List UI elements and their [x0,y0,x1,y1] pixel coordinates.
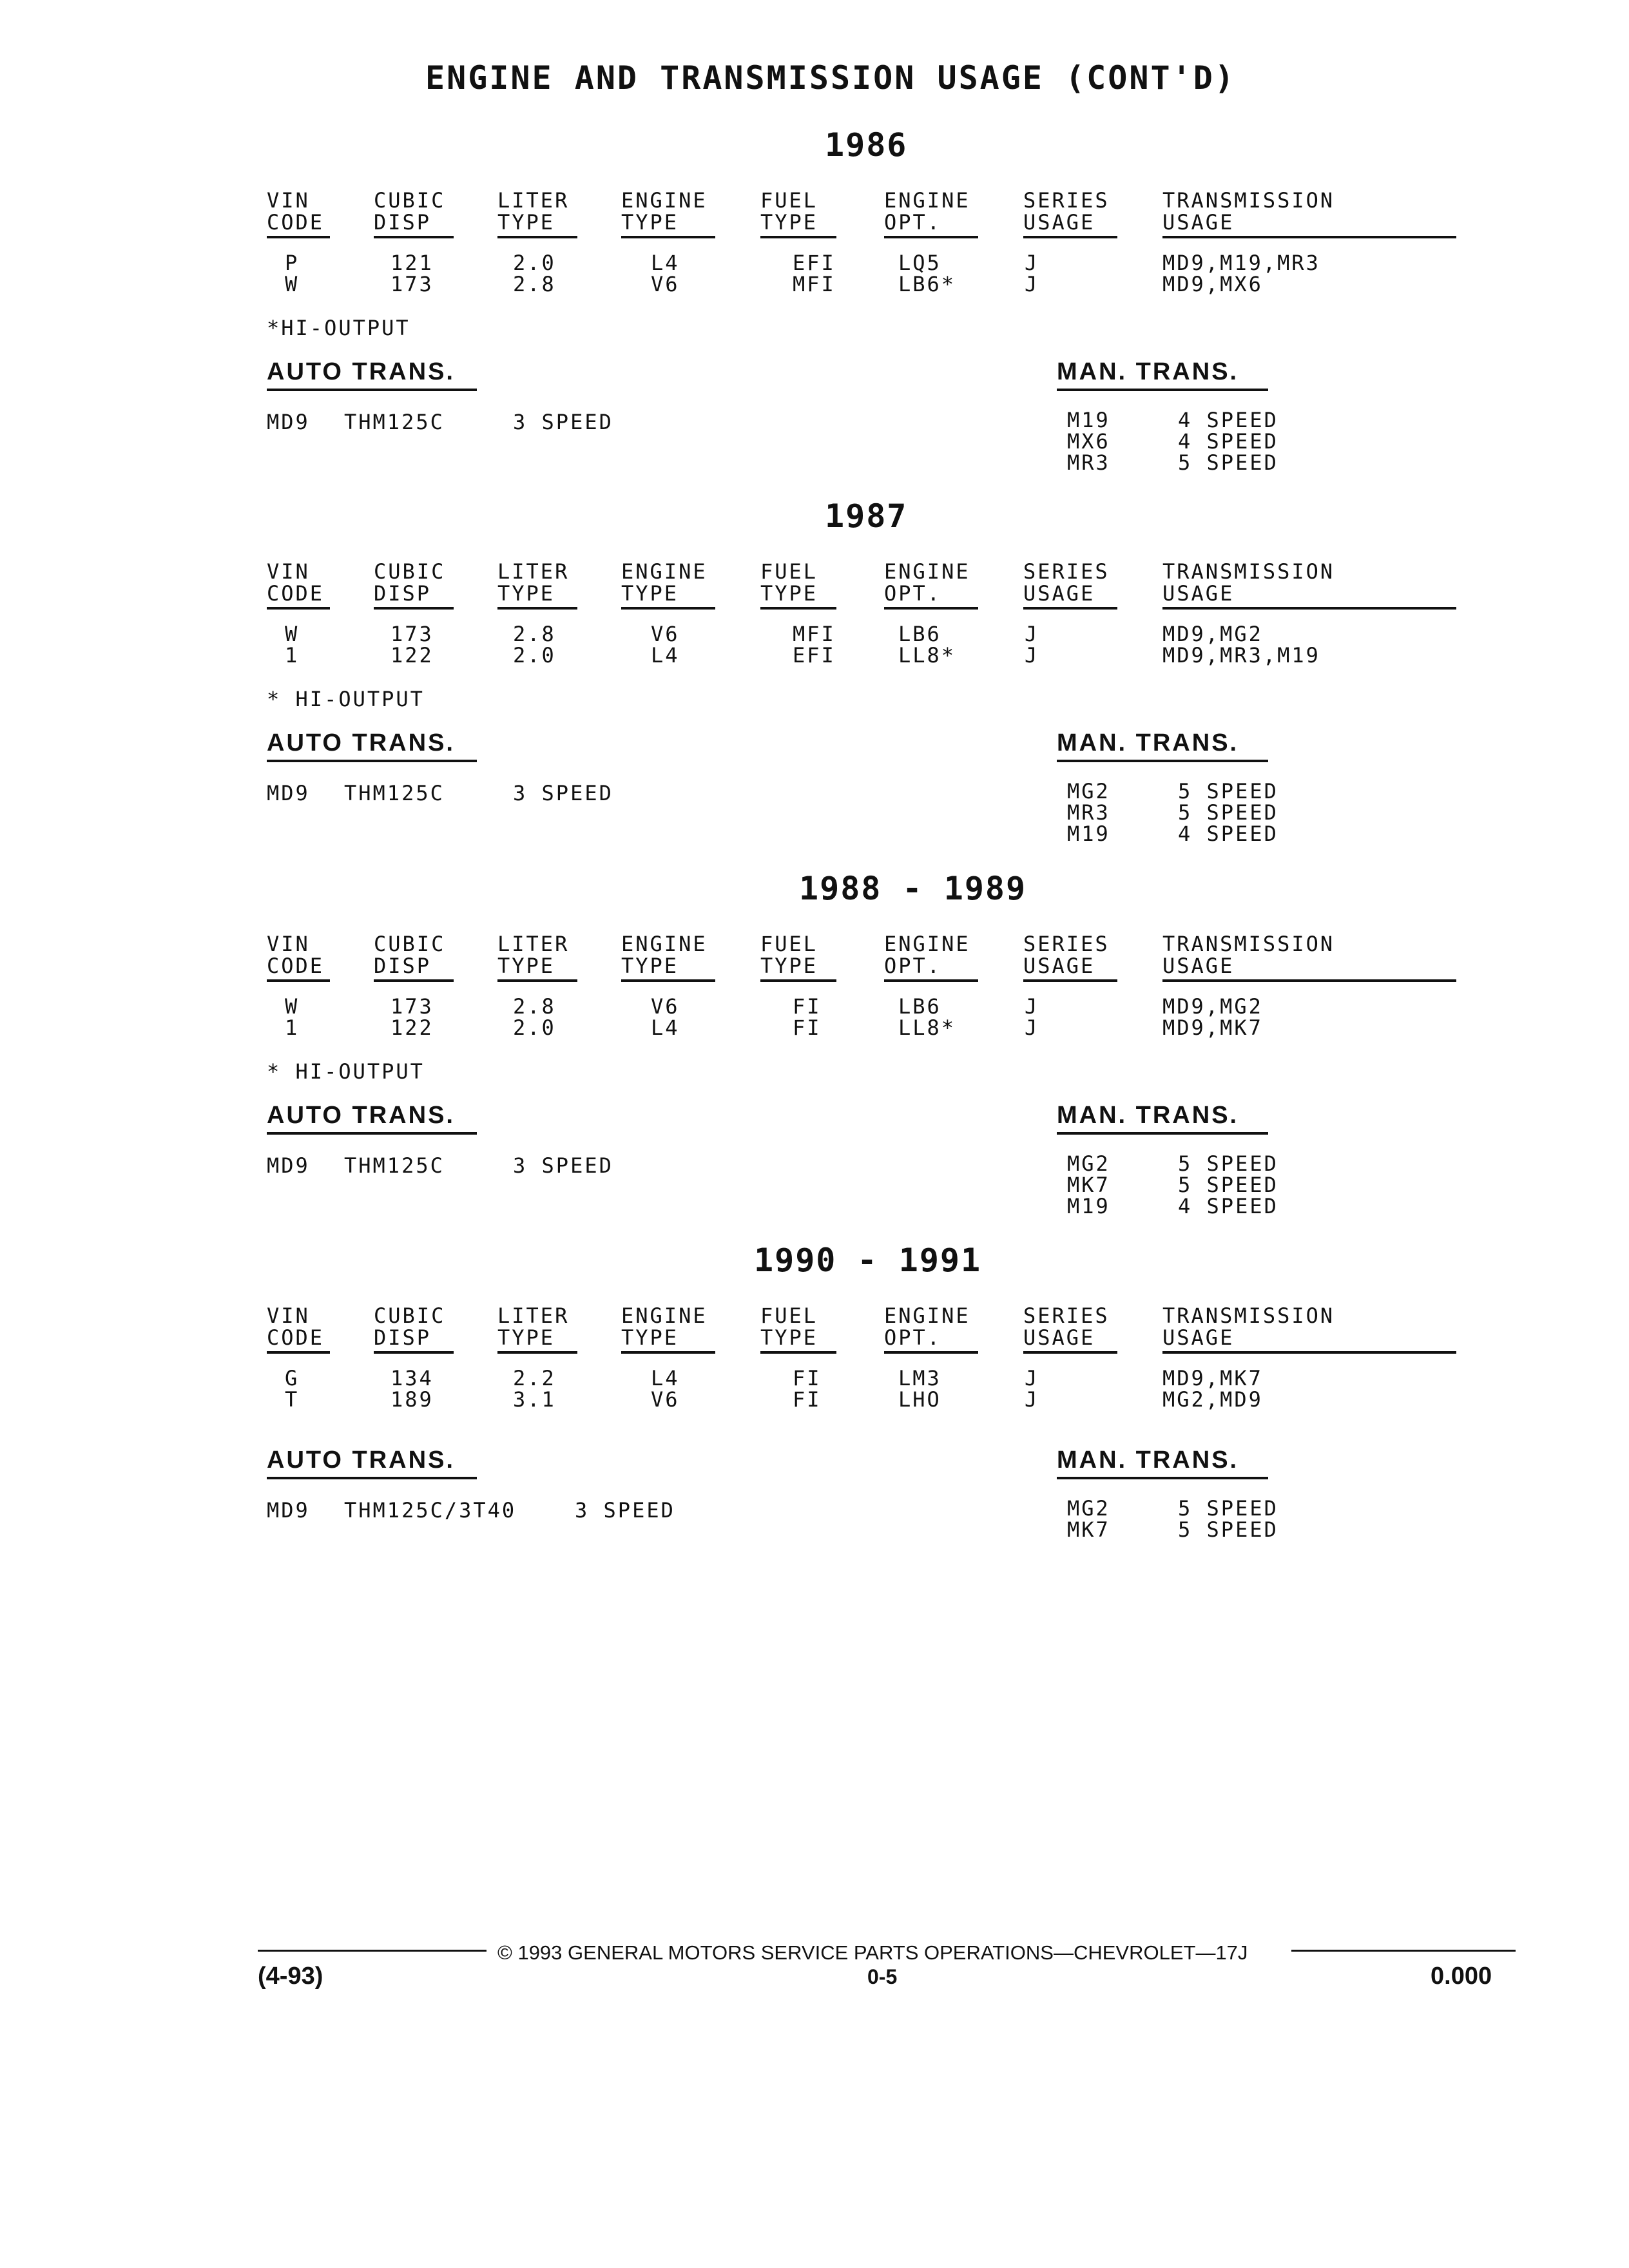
header-line: TYPE [497,1325,555,1350]
column-header-liter [497,933,581,982]
header-line: OPT. [884,954,942,978]
table-cell-engine-type: L4 [651,643,680,668]
table-cell-liter: 2.8 [513,272,556,296]
table-cell-liter: 2.0 [513,643,556,668]
table-cell-trans: MD9,MG2 [1162,994,1263,1019]
header-line: TYPE [497,210,555,235]
footer-page-number: 0-5 [867,1965,898,1988]
header-line: CUBIC [374,1303,446,1328]
man-trans-code: M19 [1067,822,1110,846]
header-line: CODE [267,954,325,978]
auto-trans-model: THM125C [344,781,445,805]
table-cell-vin: W [285,272,300,296]
auto-trans-model: THM125C/3T40 [344,1498,517,1523]
auto-trans-row [267,1153,782,1178]
column-header-cubic [374,561,458,610]
table-cell-cubic: 122 [390,1015,434,1040]
header-line: OPT. [884,1325,942,1350]
header-line: VIN [267,932,310,956]
header-line: FUEL [760,1303,818,1328]
column-header-vin [267,561,331,610]
column-header-liter [497,1305,581,1354]
header-line: VIN [267,188,310,213]
header-underline [374,1351,454,1354]
header-line: ENGINE [621,559,708,584]
man-trans-list [1067,1153,1325,1217]
column-header-trans [1162,189,1456,238]
table-cell-series: J [1025,1015,1039,1040]
header-line: USAGE [1162,954,1235,978]
header-underline [497,979,577,982]
footer-rule-left [258,1950,487,1952]
header-line: DISP [374,954,432,978]
header-underline [497,1351,577,1354]
header-line: CODE [267,1325,325,1350]
header-underline [621,979,715,982]
table-cell-liter: 2.0 [513,251,556,275]
table-cell-trans: MD9,M19,MR3 [1162,251,1320,275]
header-line: TYPE [621,210,679,235]
table-cell-trans: MD9,MR3,M19 [1162,643,1320,668]
header-line: USAGE [1162,210,1235,235]
header-underline [267,979,330,982]
header-line: TYPE [760,954,818,978]
table-cell-cubic: 122 [390,643,434,668]
table-cell-fuel: FI [793,1387,822,1412]
header-underline [497,236,577,238]
column-header-vin [267,1305,331,1354]
column-header-engine-opt [884,1305,981,1354]
table-cell-engine-type: L4 [651,251,680,275]
table-cell-series: J [1025,994,1039,1019]
header-line: FUEL [760,188,818,213]
man-trans-row [1067,1498,1325,1519]
auto-trans-row [267,781,782,803]
header-line: USAGE [1162,581,1235,606]
header-line: USAGE [1023,210,1095,235]
column-header-engine-opt [884,189,981,238]
auto-trans-row [267,1498,782,1523]
header-underline [1162,1351,1456,1354]
hi-output-note: * HI-OUTPUT [267,1059,425,1084]
header-line: ENGINE [621,932,708,956]
man-trans-row [1067,452,1325,474]
column-header-series [1023,933,1120,982]
header-line: SERIES [1023,1303,1110,1328]
hi-output-note: * HI-OUTPUT [267,687,425,711]
auto-trans-code: MD9 [267,1153,310,1178]
table-cell-engine-type: V6 [651,1387,680,1412]
auto-trans-underline [267,1132,477,1135]
table-cell-liter: 2.8 [513,994,556,1019]
man-trans-row [1067,410,1325,431]
table-cell-engine-type: L4 [651,1366,680,1390]
page-title: ENGINE AND TRANSMISSION USAGE (CONT'D) [425,59,1236,97]
header-line: LITER [497,1303,570,1328]
section-year: 1987 [825,497,908,535]
column-header-engine-opt [884,561,981,610]
man-trans-label: MAN. TRANS. [1057,1102,1239,1129]
column-header-vin [267,189,331,238]
table-cell-trans: MD9,MK7 [1162,1015,1263,1040]
table-cell-liter: 3.1 [513,1387,556,1412]
man-trans-code: MX6 [1067,429,1110,454]
man-trans-code: MR3 [1067,800,1110,825]
header-line: CUBIC [374,188,446,213]
man-trans-code: MR3 [1067,450,1110,475]
man-trans-code: M19 [1067,1194,1110,1218]
section-year: 1986 [825,126,908,164]
header-underline [760,979,836,982]
table-cell-fuel: FI [793,1366,822,1390]
header-underline [1023,979,1117,982]
auto-trans-underline [267,1477,477,1479]
header-line: VIN [267,559,310,584]
auto-trans-header [267,358,477,391]
man-trans-row [1067,1519,1325,1541]
table-cell-fuel: MFI [793,622,836,646]
header-line: ENGINE [884,188,970,213]
header-line: TYPE [621,954,679,978]
footer-date: (4-93) [258,1963,323,1990]
header-line: DISP [374,210,432,235]
table-cell-vin: W [285,994,300,1019]
man-trans-speed: 5 SPEED [1178,1496,1278,1521]
table-cell-trans: MD9,MK7 [1162,1366,1263,1390]
column-header-series [1023,561,1120,610]
man-trans-speed: 5 SPEED [1178,800,1278,825]
table-cell-cubic: 173 [390,272,434,296]
column-header-engine-type [621,561,718,610]
man-trans-label: MAN. TRANS. [1057,729,1239,756]
man-trans-code: MG2 [1067,1496,1110,1521]
auto-trans-label: AUTO TRANS. [267,729,455,756]
column-header-trans [1162,933,1456,982]
man-trans-underline [1057,1132,1268,1135]
column-header-fuel [760,1305,838,1354]
table-cell-trans: MD9,MX6 [1162,272,1263,296]
man-trans-row [1067,431,1325,452]
header-line: ENGINE [884,1303,970,1328]
man-trans-speed: 5 SPEED [1178,1151,1278,1176]
man-trans-row [1067,823,1325,845]
header-line: TRANSMISSION [1162,559,1335,584]
header-line: OPT. [884,210,942,235]
man-trans-code: MG2 [1067,1151,1110,1176]
header-line: DISP [374,581,432,606]
table-cell-vin: W [285,622,300,646]
column-header-series [1023,189,1120,238]
header-underline [760,236,836,238]
table-cell-liter: 2.8 [513,622,556,646]
column-header-trans [1162,561,1456,610]
header-line: VIN [267,1303,310,1328]
header-line: USAGE [1023,954,1095,978]
header-line: TYPE [621,581,679,606]
auto-trans-label: AUTO TRANS. [267,358,455,385]
header-line: LITER [497,559,570,584]
header-underline [1023,236,1117,238]
man-trans-code: MK7 [1067,1173,1110,1197]
column-header-liter [497,561,581,610]
column-header-cubic [374,933,458,982]
column-header-cubic [374,189,458,238]
footer-copyright: © 1993 GENERAL MOTORS SERVICE PARTS OPERATIONS—CHEVROLET—17J [497,1941,1248,1964]
header-line: FUEL [760,932,818,956]
header-underline [267,607,330,610]
header-line: TRANSMISSION [1162,932,1335,956]
auto-trans-underline [267,389,477,391]
man-trans-underline [1057,760,1268,762]
man-trans-row [1067,781,1325,802]
auto-trans-header [267,1446,477,1479]
table-cell-cubic: 173 [390,622,434,646]
table-cell-engine-opt: LB6 [898,994,941,1019]
table-cell-fuel: FI [793,1015,822,1040]
auto-trans-label: AUTO TRANS. [267,1102,455,1129]
auto-trans-code: MD9 [267,1498,310,1523]
header-line: TYPE [621,1325,679,1350]
header-underline [884,236,978,238]
man-trans-speed: 4 SPEED [1178,822,1278,846]
table-cell-trans: MG2,MD9 [1162,1387,1263,1412]
table-cell-engine-type: V6 [651,272,680,296]
header-underline [621,1351,715,1354]
footer-section-number: 0.000 [1431,1963,1492,1990]
table-cell-series: J [1025,622,1039,646]
header-line: CODE [267,210,325,235]
table-cell-engine-opt: LQ5 [898,251,941,275]
header-underline [884,1351,978,1354]
column-header-fuel [760,561,838,610]
man-trans-speed: 5 SPEED [1178,450,1278,475]
header-line: TRANSMISSION [1162,188,1335,213]
header-underline [621,236,715,238]
header-line: CUBIC [374,932,446,956]
table-cell-engine-opt: LHO [898,1387,941,1412]
man-trans-header [1057,1446,1268,1479]
header-underline [267,1351,330,1354]
header-line: ENGINE [884,559,970,584]
table-cell-engine-opt: LL8* [898,643,956,668]
table-cell-vin: T [285,1387,300,1412]
man-trans-header [1057,1102,1268,1135]
column-header-fuel [760,933,838,982]
man-trans-label: MAN. TRANS. [1057,358,1239,385]
header-line: FUEL [760,559,818,584]
header-underline [1023,607,1117,610]
man-trans-code: MK7 [1067,1517,1110,1542]
header-line: TYPE [760,1325,818,1350]
man-trans-speed: 4 SPEED [1178,408,1278,432]
table-cell-engine-opt: LL8* [898,1015,956,1040]
table-cell-engine-opt: LM3 [898,1366,941,1390]
header-line: DISP [374,1325,432,1350]
table-cell-series: J [1025,1366,1039,1390]
man-trans-underline [1057,1477,1268,1479]
man-trans-underline [1057,389,1268,391]
header-line: USAGE [1023,1325,1095,1350]
man-trans-speed: 5 SPEED [1178,1173,1278,1197]
table-cell-vin: G [285,1366,300,1390]
hi-output-note: *HI-OUTPUT [267,316,410,340]
header-line: USAGE [1023,581,1095,606]
man-trans-list [1067,410,1325,474]
man-trans-speed: 5 SPEED [1178,779,1278,803]
auto-trans-header [267,1102,477,1135]
table-cell-vin: 1 [285,1015,300,1040]
column-header-liter [497,189,581,238]
man-trans-code: M19 [1067,408,1110,432]
auto-trans-speed: 3 SPEED [575,1498,675,1523]
table-cell-engine-type: L4 [651,1015,680,1040]
table-cell-fuel: EFI [793,251,836,275]
table-cell-vin: P [285,251,300,275]
column-header-engine-opt [884,933,981,982]
header-underline [1023,1351,1117,1354]
auto-trans-speed: 3 SPEED [513,1153,613,1178]
header-line: ENGINE [621,188,708,213]
man-trans-header [1057,729,1268,762]
table-cell-engine-opt: LB6* [898,272,956,296]
table-cell-engine-type: V6 [651,622,680,646]
header-underline [1162,607,1456,610]
table-cell-fuel: EFI [793,643,836,668]
header-underline [884,607,978,610]
header-line: OPT. [884,581,942,606]
header-underline [374,979,454,982]
table-cell-fuel: FI [793,994,822,1019]
auto-trans-code: MD9 [267,781,310,805]
man-trans-row [1067,1175,1325,1196]
header-underline [760,607,836,610]
auto-trans-speed: 3 SPEED [513,410,613,434]
header-line: CUBIC [374,559,446,584]
table-cell-trans: MD9,MG2 [1162,622,1263,646]
header-line: TYPE [760,581,818,606]
table-cell-cubic: 173 [390,994,434,1019]
header-line: TYPE [497,954,555,978]
header-line: TRANSMISSION [1162,1303,1335,1328]
header-line: CODE [267,581,325,606]
header-underline [374,607,454,610]
column-header-engine-type [621,189,718,238]
man-trans-speed: 4 SPEED [1178,429,1278,454]
column-header-engine-type [621,933,718,982]
table-cell-cubic: 134 [390,1366,434,1390]
table-cell-series: J [1025,272,1039,296]
man-trans-row [1067,1153,1325,1175]
header-underline [1162,236,1456,238]
column-header-series [1023,1305,1120,1354]
man-trans-header [1057,358,1268,391]
header-underline [497,607,577,610]
header-line: LITER [497,188,570,213]
man-trans-speed: 4 SPEED [1178,1194,1278,1218]
header-line: TYPE [760,210,818,235]
auto-trans-header [267,729,477,762]
column-header-vin [267,933,331,982]
header-underline [267,236,330,238]
footer-rule-right [1291,1950,1516,1952]
man-trans-row [1067,802,1325,823]
header-underline [1162,979,1456,982]
auto-trans-speed: 3 SPEED [513,781,613,805]
header-line: SERIES [1023,559,1110,584]
column-header-cubic [374,1305,458,1354]
column-header-engine-type [621,1305,718,1354]
table-cell-fuel: MFI [793,272,836,296]
header-underline [374,236,454,238]
auto-trans-model: THM125C [344,410,445,434]
auto-trans-underline [267,760,477,762]
header-underline [760,1351,836,1354]
man-trans-code: MG2 [1067,779,1110,803]
header-line: USAGE [1162,1325,1235,1350]
auto-trans-row [267,410,782,432]
column-header-fuel [760,189,838,238]
column-header-trans [1162,1305,1456,1354]
table-cell-liter: 2.0 [513,1015,556,1040]
table-cell-cubic: 121 [390,251,434,275]
header-underline [884,979,978,982]
man-trans-label: MAN. TRANS. [1057,1446,1239,1474]
table-cell-cubic: 189 [390,1387,434,1412]
header-line: SERIES [1023,188,1110,213]
man-trans-list [1067,781,1325,845]
man-trans-speed: 5 SPEED [1178,1517,1278,1542]
table-cell-vin: 1 [285,643,300,668]
table-cell-liter: 2.2 [513,1366,556,1390]
table-cell-engine-opt: LB6 [898,622,941,646]
section-year: 1988 - 1989 [799,870,1027,907]
section-year: 1990 - 1991 [754,1242,982,1279]
man-trans-row [1067,1196,1325,1217]
auto-trans-label: AUTO TRANS. [267,1446,455,1474]
table-cell-series: J [1025,251,1039,275]
header-line: ENGINE [884,932,970,956]
header-line: LITER [497,932,570,956]
header-line: ENGINE [621,1303,708,1328]
table-cell-series: J [1025,643,1039,668]
auto-trans-model: THM125C [344,1153,445,1178]
table-cell-series: J [1025,1387,1039,1412]
man-trans-list [1067,1498,1325,1541]
header-line: SERIES [1023,932,1110,956]
header-line: TYPE [497,581,555,606]
table-cell-engine-type: V6 [651,994,680,1019]
header-underline [621,607,715,610]
auto-trans-code: MD9 [267,410,310,434]
